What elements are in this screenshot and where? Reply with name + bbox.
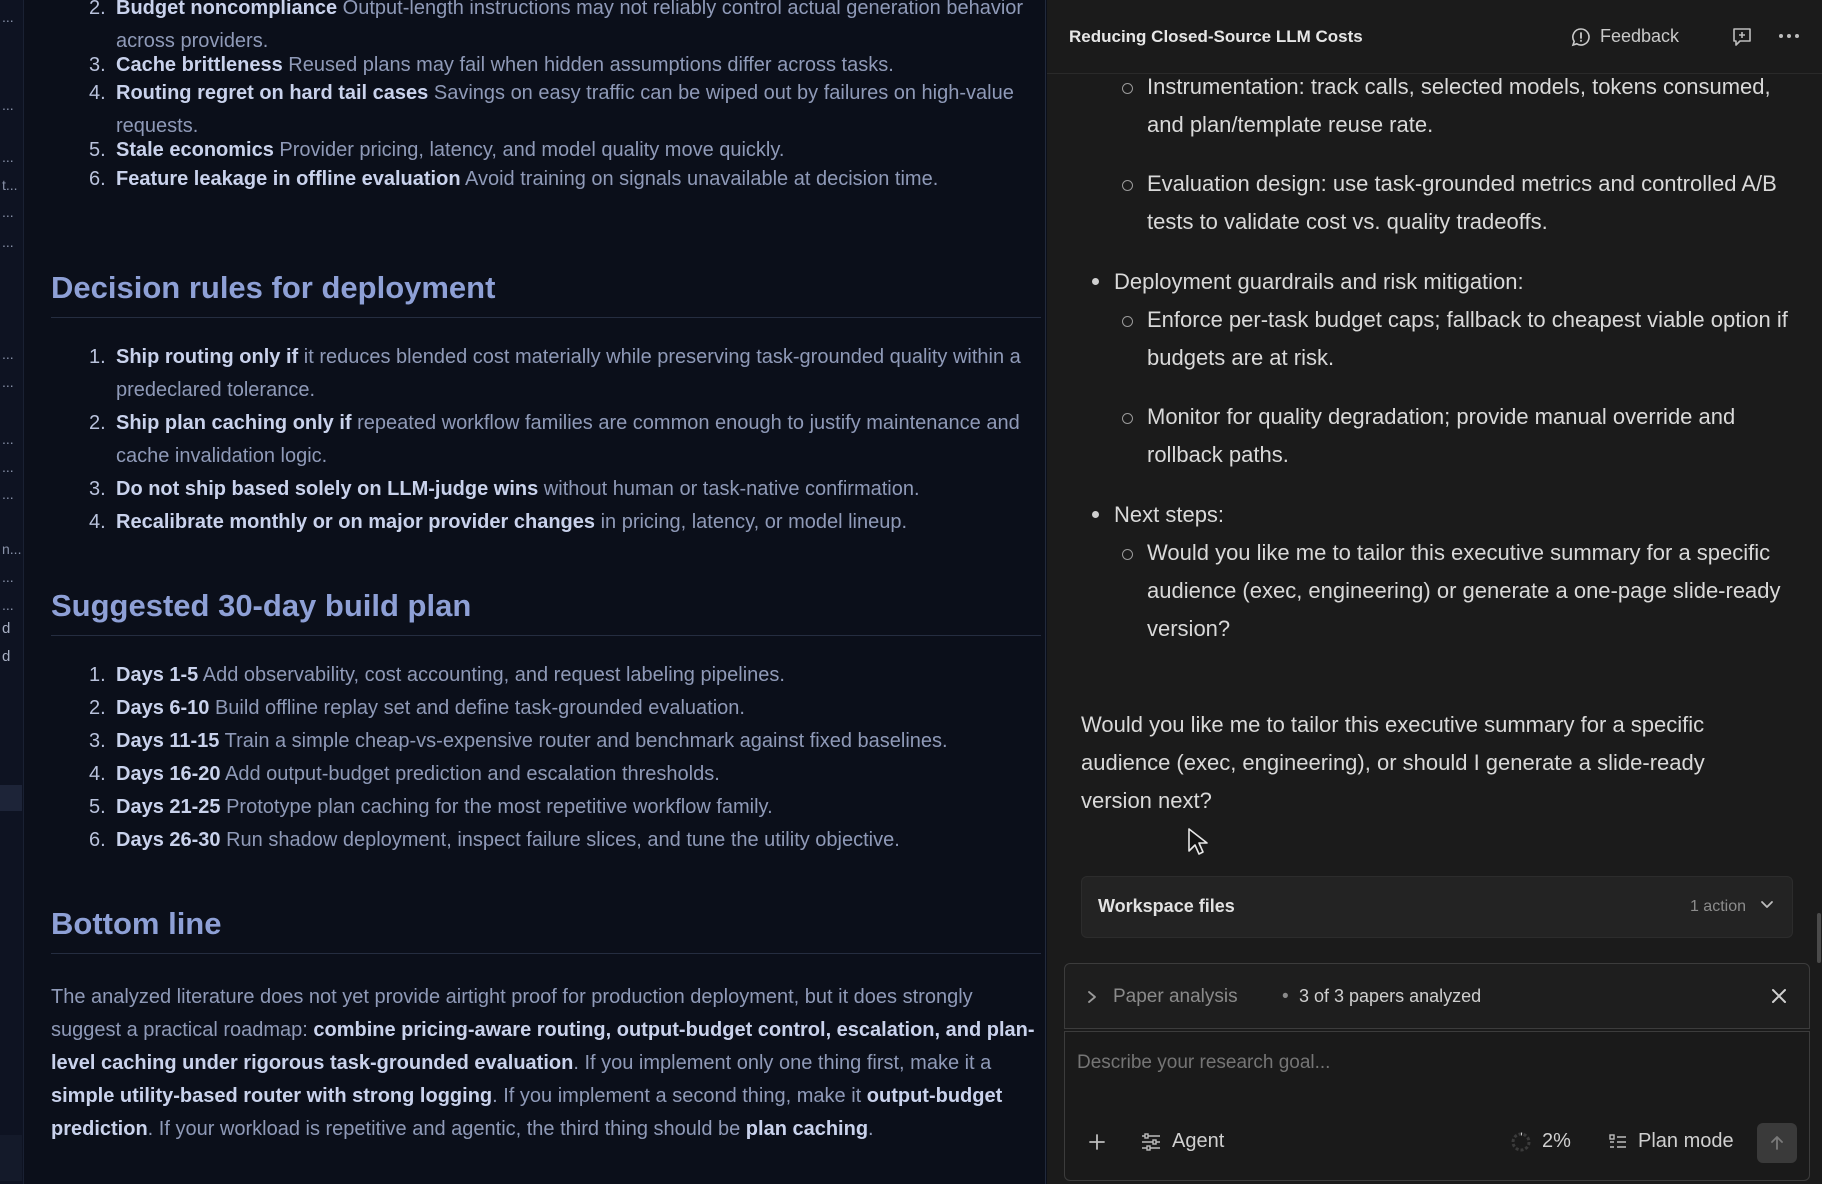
list-number: 6. [89, 168, 106, 190]
sidebar-fragment[interactable]: ... [2, 486, 14, 502]
list-number: 2. [89, 0, 106, 19]
bullet-item: Next steps: [1114, 496, 1794, 534]
sub-bullet-item: Monitor for quality degradation; provide manual override and rollback paths. [1147, 398, 1807, 474]
chat-header [1047, 0, 1822, 74]
list-number: 6. [89, 829, 106, 851]
list-item-text: Provider pricing, latency, and model quality move quickly. [273, 139, 785, 161]
list-item [69, 134, 1039, 163]
list-item-text: Add output-budget prediction and escalation thresholds. [220, 763, 720, 785]
list-number: 4. [89, 511, 106, 533]
list-item [69, 77, 1039, 137]
section-heading-decision-rules: Decision rules for deployment [51, 270, 496, 305]
list-number: 3. [89, 730, 106, 752]
sidebar-fragment[interactable]: d [2, 620, 11, 637]
sidebar-fragment[interactable]: ... [2, 597, 14, 613]
list-number: 2. [89, 697, 106, 719]
sidebar-fragment[interactable]: ... [2, 9, 14, 25]
paragraph-text: . If you implement only one thing first, make it a [573, 1052, 992, 1074]
section-divider [51, 317, 1041, 318]
list-item-title: Routing regret on hard tail cases [116, 82, 429, 104]
composer [1064, 1031, 1810, 1181]
list-item-text: Prototype plan caching for the most repetitive workflow family. [220, 796, 773, 818]
list-item [69, 824, 1039, 857]
list-number: 4. [89, 82, 106, 104]
list-item-text: repeated workflow families are common enough to justify maintenance and cache invalidation logic. [116, 412, 1020, 467]
close-icon[interactable] [1769, 986, 1789, 1006]
chat-scrollbar[interactable] [1817, 913, 1821, 963]
chevron-down-icon[interactable] [1758, 895, 1776, 913]
section-divider [51, 635, 1041, 636]
list-item-title: Cache brittleness [116, 54, 283, 76]
list-checks-icon [1608, 1132, 1628, 1152]
sidebar-fragment[interactable]: ... [2, 346, 14, 362]
list-number: 3. [89, 54, 106, 76]
list-item [69, 659, 1039, 692]
workspace-files-actions: 1 action [1689, 898, 1746, 915]
paragraph-text: . If you implement a second thing, make it [492, 1085, 867, 1107]
list-item [69, 49, 1039, 77]
list-item-text: it reduces blended cost materially while preserving task-grounded quality within a predeclared tolerance. [116, 346, 1021, 401]
sidebar-selected-item[interactable] [0, 785, 22, 811]
list-item-text: Run shadow deployment, inspect failure slices, and tune the utility objective. [220, 829, 900, 851]
sidebar-fragment[interactable]: ... [2, 97, 14, 113]
list-item-title: Recalibrate monthly or on major provider changes [116, 511, 596, 533]
sidebar-footer [0, 1135, 22, 1181]
list-item-title: Days 26-30 [116, 829, 221, 851]
paragraph-text: The analyzed literature does not yet provide airtight proof for production deployment, but it does strongly suggest a practical roadmap: [51, 986, 973, 1041]
list-item-title: Do not ship based solely on LLM-judge wins [116, 478, 539, 500]
list-item-text: in pricing, latency, or model lineup. [595, 511, 908, 533]
pane-divider[interactable] [1045, 0, 1046, 1184]
chat-title: Reducing Closed-Source LLM Costs [1069, 27, 1363, 46]
plan-mode-label: Plan mode [1638, 1130, 1734, 1152]
plan-mode-toggle[interactable] [1608, 1130, 1734, 1153]
list-item-title: Budget noncompliance [116, 0, 338, 19]
list-item-text: without human or task-native confirmation. [538, 478, 920, 500]
feedback-icon [1571, 27, 1591, 47]
paper-analysis-bar[interactable] [1064, 963, 1810, 1029]
list-number: 2. [89, 412, 106, 434]
list-item-title: Days 11-15 [116, 730, 220, 752]
paper-analysis-label: Paper analysis [1113, 986, 1238, 1007]
paragraph-emphasis: combine pricing-aware routing, output-budget control, escalation, and plan-level caching under rigorous task-grounded evaluation [51, 1019, 1035, 1074]
paragraph-emphasis: output-budget prediction [51, 1085, 1003, 1140]
sub-bullet-item: Evaluation design: use task-grounded metrics and controlled A/B tests to validate cost vs. quality tradeoffs. [1147, 165, 1807, 241]
sidebar-fragment[interactable]: ... [2, 569, 14, 585]
mouse-cursor-icon [1187, 827, 1209, 857]
sub-bullet-item: Would you like me to tailor this executive summary for a specific audience (exec, engineering) or generate a one-page slide-ready version? [1147, 534, 1807, 648]
workspace-files-panel[interactable] [1081, 876, 1793, 938]
list-item-title: Feature leakage in offline evaluation [116, 168, 461, 190]
sub-bullet-item: Instrumentation: track calls, selected models, tokens consumed, and plan/template reuse rate. [1147, 68, 1807, 144]
sidebar-fragment[interactable]: ... [2, 234, 14, 250]
section-heading-build-plan: Suggested 30-day build plan [51, 588, 472, 623]
agent-label: Agent [1172, 1130, 1225, 1152]
paragraph-text: . [868, 1118, 874, 1140]
list-item [69, 0, 1039, 52]
context-usage[interactable] [1510, 1130, 1571, 1153]
sidebar-fragment[interactable]: ... [2, 459, 14, 475]
assistant-closing-message: Would you like me to tailor this executive summary for a specific audience (exec, engineering), or should I generate a slide-ready version next? [1081, 712, 1705, 813]
feedback-label: Feedback [1600, 26, 1680, 46]
chat-pane [1047, 0, 1822, 1184]
list-item-text: Add observability, cost accounting, and request labeling pipelines. [198, 664, 785, 686]
list-number: 1. [89, 664, 106, 686]
sliders-icon [1140, 1132, 1162, 1152]
send-button[interactable] [1757, 1123, 1797, 1163]
bottom-line-paragraph [51, 981, 1036, 1146]
list-item-text: Train a simple cheap-vs-expensive router and benchmark against fixed baselines. [219, 730, 948, 752]
decision-rules-list [69, 341, 1039, 539]
paragraph-emphasis: plan caching [745, 1118, 869, 1140]
list-number: 5. [89, 796, 106, 818]
sidebar-fragment[interactable]: ... [2, 374, 14, 390]
section-heading-bottom-line: Bottom line [51, 906, 222, 941]
document-pane [24, 0, 1046, 1184]
list-item-title: Stale economics [116, 139, 274, 161]
build-plan-list [69, 659, 1039, 857]
list-item-text: Output-length instructions may not reliably control actual generation behavior across providers. [116, 0, 1024, 52]
list-item-title: Ship plan caching only if [116, 412, 352, 434]
progress-ring-icon [1510, 1131, 1532, 1153]
list-item [69, 758, 1039, 791]
left-sidebar-strip [0, 0, 24, 1184]
risks-list [69, 0, 1039, 196]
separator: • [1282, 986, 1289, 1007]
papers-analyzed-count: 3 of 3 papers analyzed [1299, 986, 1482, 1006]
sub-bullet-item: Enforce per-task budget caps; fallback to cheapest viable option if budgets are at risk. [1147, 301, 1807, 377]
list-item-title: Days 21-25 [116, 796, 221, 818]
list-item [69, 506, 1039, 539]
list-item [69, 163, 1039, 196]
arrow-up-icon [1768, 1134, 1786, 1152]
bullet-item: Deployment guardrails and risk mitigation: [1114, 263, 1794, 301]
list-number: 5. [89, 139, 106, 161]
sidebar-fragment[interactable]: ... [2, 431, 14, 447]
comment-add-icon[interactable] [1731, 26, 1753, 48]
sidebar-fragment[interactable]: t... [2, 177, 18, 193]
list-item [69, 725, 1039, 758]
list-item-title: Days 1-5 [116, 664, 199, 686]
list-number: 1. [89, 346, 106, 368]
list-item-text: Savings on easy traffic can be wiped out by failures on high-value requests. [116, 82, 1014, 137]
research-goal-input[interactable] [1077, 1052, 1777, 1074]
agent-selector[interactable] [1140, 1130, 1224, 1153]
workspace-files-label: Workspace files [1098, 896, 1235, 916]
list-item-title: Days 6-10 [116, 697, 210, 719]
list-item [69, 473, 1039, 506]
sidebar-fragment[interactable]: ... [2, 204, 14, 220]
list-item-text: Build offline replay set and define task-grounded evaluation. [209, 697, 745, 719]
chevron-right-icon[interactable] [1085, 988, 1099, 1006]
list-item [69, 692, 1039, 725]
list-item-text: Avoid training on signals unavailable at decision time. [460, 168, 939, 190]
list-item-text: Reused plans may fail when hidden assumptions differ across tasks. [282, 54, 894, 76]
section-divider [51, 953, 1041, 954]
paragraph-text: . If your workload is repetitive and agentic, the third thing should be [147, 1118, 746, 1140]
list-item-title: Ship routing only if [116, 346, 299, 368]
more-options-icon[interactable] [1778, 31, 1800, 41]
plus-icon[interactable] [1087, 1132, 1107, 1152]
sidebar-fragment[interactable]: ... [2, 149, 14, 165]
list-item [69, 407, 1039, 473]
sidebar-fragment[interactable]: d [2, 648, 11, 665]
list-item [69, 341, 1039, 407]
list-number: 3. [89, 478, 106, 500]
feedback-button[interactable] [1571, 26, 1679, 47]
sidebar-fragment[interactable]: n... [2, 541, 22, 557]
context-usage-value: 2% [1542, 1130, 1571, 1152]
list-number: 4. [89, 763, 106, 785]
paragraph-emphasis: simple utility-based router with strong logging [51, 1085, 493, 1107]
list-item [69, 791, 1039, 824]
list-item-title: Days 16-20 [116, 763, 221, 785]
